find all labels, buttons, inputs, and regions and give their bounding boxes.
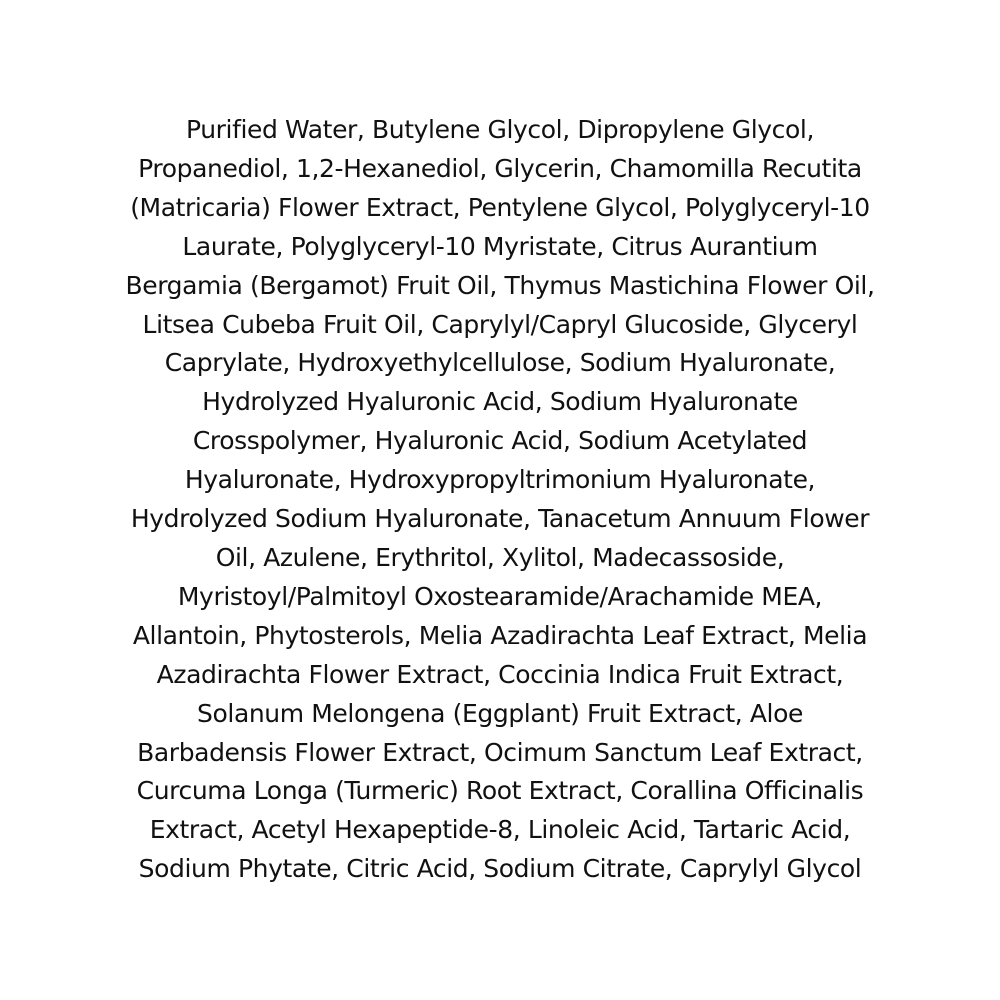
ingredients-line: Extract, Acetyl Hexapeptide-8, Linoleic Acid, Tartaric Acid, <box>149 815 851 845</box>
ingredients-line: Sodium Phytate, Citric Acid, Sodium Citrate, Caprylyl Glycol <box>138 854 862 884</box>
ingredients-line: Crosspolymer, Hyaluronic Acid, Sodium Acetylated <box>192 426 808 456</box>
ingredients-line: Propanediol, 1,2-Hexanediol, Glycerin, Chamomilla Recutita <box>138 153 862 183</box>
ingredients-line: Hydrolyzed Hyaluronic Acid, Sodium Hyaluronate <box>202 387 798 417</box>
ingredients-line: Oil, Azulene, Erythritol, Xylitol, Madecassoside, <box>215 542 785 572</box>
ingredients-line: Hyaluronate, Hydroxypropyltrimonium Hyaluronate, <box>184 465 816 495</box>
ingredients-line: Myristoyl/Palmitoyl Oxostearamide/Arachamide MEA, <box>177 581 823 611</box>
ingredients-line: Litsea Cubeba Fruit Oil, Caprylyl/Capryl Glucoside, Glyceryl <box>142 309 858 339</box>
ingredients-line: Bergamia (Bergamot) Fruit Oil, Thymus Mastichina Flower Oil, <box>125 270 875 300</box>
ingredients-line: Barbadensis Flower Extract, Ocimum Sanctum Leaf Extract, <box>137 737 863 767</box>
ingredients-line: (Matricaria) Flower Extract, Pentylene Glycol, Polyglyceryl-10 <box>130 192 870 222</box>
ingredients-line: Hydrolyzed Sodium Hyaluronate, Tanacetum Annuum Flower <box>130 504 870 534</box>
ingredients-line: Azadirachta Flower Extract, Coccinia Indica Fruit Extract, <box>156 659 844 689</box>
ingredients-line: Laurate, Polyglyceryl-10 Myristate, Citrus Aurantium <box>182 231 818 261</box>
ingredients-line: Solanum Melongena (Eggplant) Fruit Extract, Aloe <box>197 698 803 728</box>
ingredients-list <box>80 111 920 889</box>
ingredients-line: Curcuma Longa (Turmeric) Root Extract, Corallina Officinalis <box>136 776 864 806</box>
ingredients-line: Purified Water, Butylene Glycol, Dipropylene Glycol, <box>185 115 815 144</box>
ingredients-line: Caprylate, Hydroxyethylcellulose, Sodium Hyaluronate, <box>164 348 836 378</box>
ingredients-line: Allantoin, Phytosterols, Melia Azadirachta Leaf Extract, Melia <box>132 620 868 650</box>
